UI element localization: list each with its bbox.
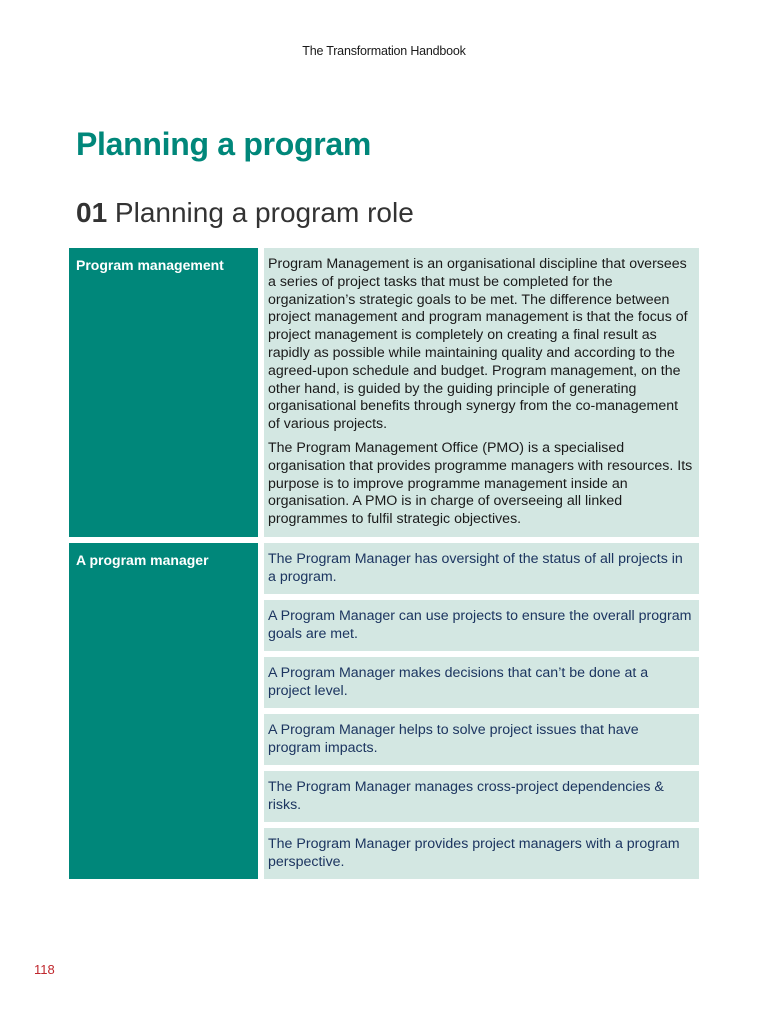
- list-item: A Program Manager can use projects to ensure the overall program goals are met.: [264, 600, 699, 651]
- page-title: Planning a program: [76, 126, 372, 162]
- page-number: 118: [34, 962, 55, 977]
- row-label: Program management: [69, 248, 258, 537]
- section-number: 01: [76, 197, 108, 228]
- list-item: The Program Manager provides project managers with a program perspective.: [264, 828, 699, 879]
- description-paragraph: The Program Management Office (PMO) is a specialised organisation that provides programme managers with resources. Its purpose is to improve programme management inside an organisation. A PMO is in charge of overseeing all linked programmes to fulfil strategic objectives.: [268, 439, 693, 528]
- row-label: A program manager: [69, 543, 258, 879]
- list-item: The Program Manager manages cross-project dependencies & risks.: [264, 771, 699, 822]
- list-item: A Program Manager helps to solve project issues that have program impacts.: [264, 714, 699, 765]
- row-content: [264, 248, 699, 537]
- program-role-table: [69, 248, 699, 885]
- table-row-program-manager: [69, 543, 699, 879]
- list-item: A Program Manager makes decisions that can’t be done at a project level.: [264, 657, 699, 708]
- description-cell: [264, 248, 699, 537]
- table-row-program-management: [69, 248, 699, 537]
- row-content: [264, 543, 699, 879]
- section-title-text: Planning a program role: [107, 197, 414, 228]
- list-item: The Program Manager has oversight of the status of all projects in a program.: [264, 543, 699, 594]
- description-paragraph: Program Management is an organisational discipline that oversees a series of project tasks that must be completed for the organization’s strategic goals to be met. The difference between project management and program management is that the focus of project management is completely on creating a final result as rapidly as possible while maintaining quality and according to the agreed-upon schedule and budget. Program management, on the other hand, is guided by the guiding principle of generating organisational benefits through synergy from the co-management of various projects.: [268, 256, 688, 433]
- section-title: [76, 197, 414, 229]
- running-header: The Transformation Handbook: [302, 44, 466, 58]
